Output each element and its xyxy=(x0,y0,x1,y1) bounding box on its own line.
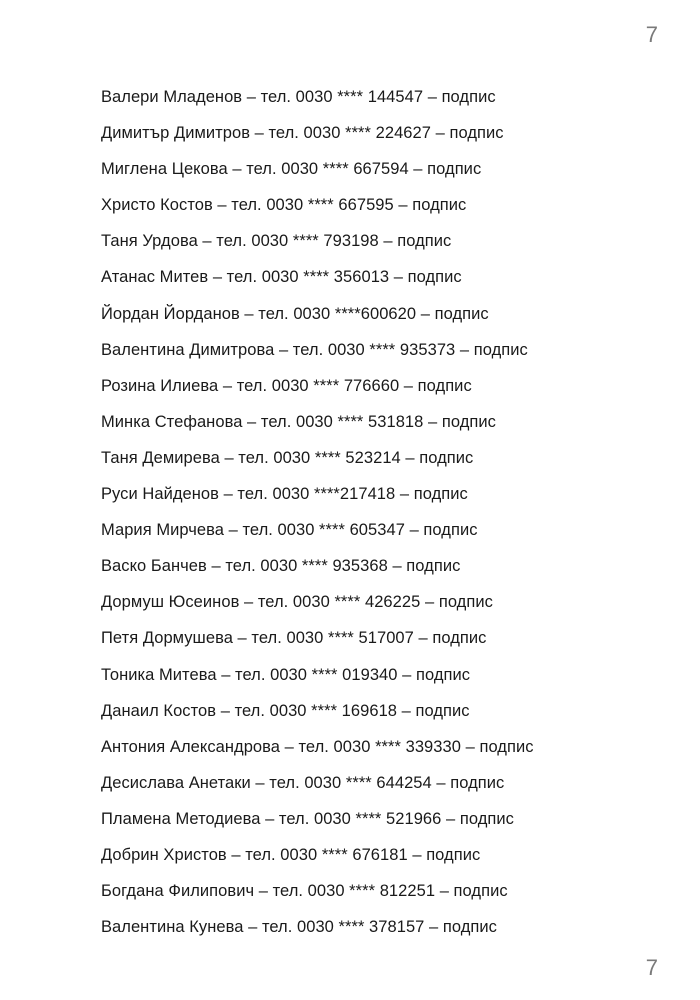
list-item: Димитър Димитров – тел. 0030 **** 224627 – подпис xyxy=(101,124,504,143)
list-item: Валентина Кунева – тел. 0030 **** 378157 – подпис xyxy=(101,918,497,937)
list-item: Антония Александрова – тел. 0030 **** 339330 – подпис xyxy=(101,737,534,756)
list-item: Добрин Христов – тел. 0030 **** 676181 – подпис xyxy=(101,845,481,864)
list-item: Йордан Йорданов – тел. 0030 ****600620 – подпис xyxy=(101,304,489,323)
list-item: Атанас Митев – тел. 0030 **** 356013 – подпис xyxy=(101,268,462,287)
list-item: Минка Стефанова – тел. 0030 **** 531818 – подпис xyxy=(101,412,496,431)
list-item: Христо Костов – тел. 0030 **** 667595 – подпис xyxy=(101,196,467,215)
list-item: Валери Младенов – тел. 0030 **** 144547 – подпис xyxy=(101,88,496,106)
list-item: Миглена Цекова – тел. 0030 **** 667594 – подпис xyxy=(101,160,482,179)
list-item: Розина Илиева – тел. 0030 **** 776660 – подпис xyxy=(101,376,472,395)
list-item: Валентина Димитрова – тел. 0030 **** 935373 – подпис xyxy=(101,340,528,359)
page-number-bottom: 7 xyxy=(645,955,658,980)
list-item: Таня Урдова – тел. 0030 **** 793198 – подпис xyxy=(101,232,452,251)
list-item: Мария Мирчева – тел. 0030 **** 605347 – подпис xyxy=(101,521,478,540)
list-item: Руси Найденов – тел. 0030 ****217418 – подпис xyxy=(101,485,468,504)
list-item: Дормуш Юсеинов – тел. 0030 **** 426225 – подпис xyxy=(101,593,493,612)
list-item: Васко Банчев – тел. 0030 **** 935368 – подпис xyxy=(101,557,461,576)
list-item: Богдана Филипович – тел. 0030 **** 812251 – подпис xyxy=(101,882,508,901)
signature-list xyxy=(101,86,534,952)
list-item: Петя Дормушева – тел. 0030 **** 517007 – подпис xyxy=(101,629,487,648)
list-item: Таня Демирева – тел. 0030 **** 523214 – подпис xyxy=(101,448,474,467)
page-number-top: 7 xyxy=(645,22,658,47)
list-item: Пламена Методиева – тел. 0030 **** 521966 – подпис xyxy=(101,809,514,828)
list-item: Десислава Анетаки – тел. 0030 **** 644254 – подпис xyxy=(101,773,505,792)
list-item: Тоника Митева – тел. 0030 **** 019340 – подпис xyxy=(101,665,471,684)
list-item: Данаил Костов – тел. 0030 **** 169618 – подпис xyxy=(101,701,470,720)
